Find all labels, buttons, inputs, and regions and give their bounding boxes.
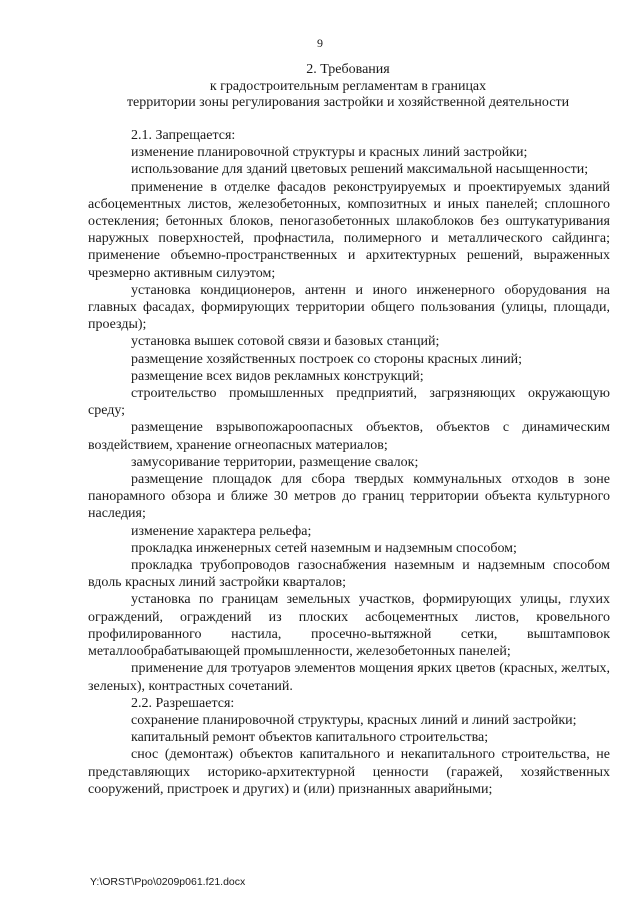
list-item: применение в отделке фасадов реконструируемых и проектируемых зданий асбоцементных листов, железобетонных, композитных и иных панелей; сплошного остекления; бетонных блоков, пеногазобетонных шлакоблоков без оштукатуривания наружных поверхностей, профнастила, полимерного и металлического сайдинга; применение объемно-пространственных и архитектурных решений, выраженных чрезмерно активным силуэтом;	[88, 179, 610, 281]
list-item: установка по границам земельных участков, формирующих улицы, глухих ограждений, ограждений из плоских асбоцементных листов, кровельного профилированного настила, просечно-вытяжной сетки, выштамповок металлообрабатывающей промышленности, железобетонных панелей;	[88, 592, 610, 660]
document-body	[88, 127, 610, 798]
list-item: изменение планировочной структуры и красных линий застройки;	[131, 145, 528, 161]
list-item: прокладка инженерных сетей наземным и надземным способом;	[131, 540, 517, 556]
list-item: установка кондиционеров, антенн и иного инженерного оборудования на главных фасадах, формирующих территории общего пользования (улицы, площади, проезды);	[88, 282, 610, 333]
list-item: сохранение планировочной структуры, красных линий и линий застройки;	[131, 712, 577, 728]
list-item: замусоривание территории, размещение свалок;	[131, 454, 419, 470]
list-item: изменение характера рельефа;	[131, 523, 312, 539]
list-item: капитальный ремонт объектов капитального строительства;	[131, 730, 489, 746]
section-heading	[88, 62, 608, 112]
list-item: размещение площадок для сбора твердых коммунальных отходов в зоне панорамного обзора и ближе 30 метров до границ территории объекта культурного наследия;	[88, 472, 610, 522]
list-item: размещение хозяйственных построек со стороны красных линий;	[131, 351, 522, 367]
list-item: применение для тротуаров элементов мощения ярких цветов (красных, желтых, зеленых), контрастных сочетаний.	[88, 661, 610, 694]
list-item: строительство промышленных предприятий, загрязняющих окружающую среду;	[88, 386, 610, 419]
subsection-heading: 2.2. Разрешается:	[131, 695, 235, 711]
file-path-footer: Y:\ORST\Ppo\0209p061.f21.docx	[90, 876, 246, 888]
heading-line-3: территории зоны регулирования застройки и хозяйственной деятельности	[126, 95, 570, 110]
page-number: 9	[317, 36, 323, 50]
heading-line-1: 2. Требования	[306, 62, 390, 77]
list-item: установка вышек сотовой связи и базовых станций;	[131, 334, 440, 350]
list-item: размещение всех видов рекламных конструкций;	[131, 368, 424, 384]
list-item: использование для зданий цветовых решений максимальной насыщенности;	[131, 162, 589, 178]
list-item: снос (демонтаж) объектов капитального и некапитального строительства, не представляющих историко-архитектурной ценности (гаражей, хозяйственных сооружений, пристроек и других) и (или) признанных аварийными;	[88, 747, 610, 797]
list-item: размещение взрывопожароопасных объектов, объектов с динамическим воздействием, хранение огнеопасных материалов;	[88, 420, 610, 453]
list-item: прокладка трубопроводов газоснабжения наземным и надземным способом вдоль красных линий застройки кварталов;	[88, 558, 610, 591]
subsection-heading: 2.1. Запрещается:	[131, 128, 236, 143]
heading-line-2: к градостроительным регламентам в границах	[209, 78, 487, 94]
